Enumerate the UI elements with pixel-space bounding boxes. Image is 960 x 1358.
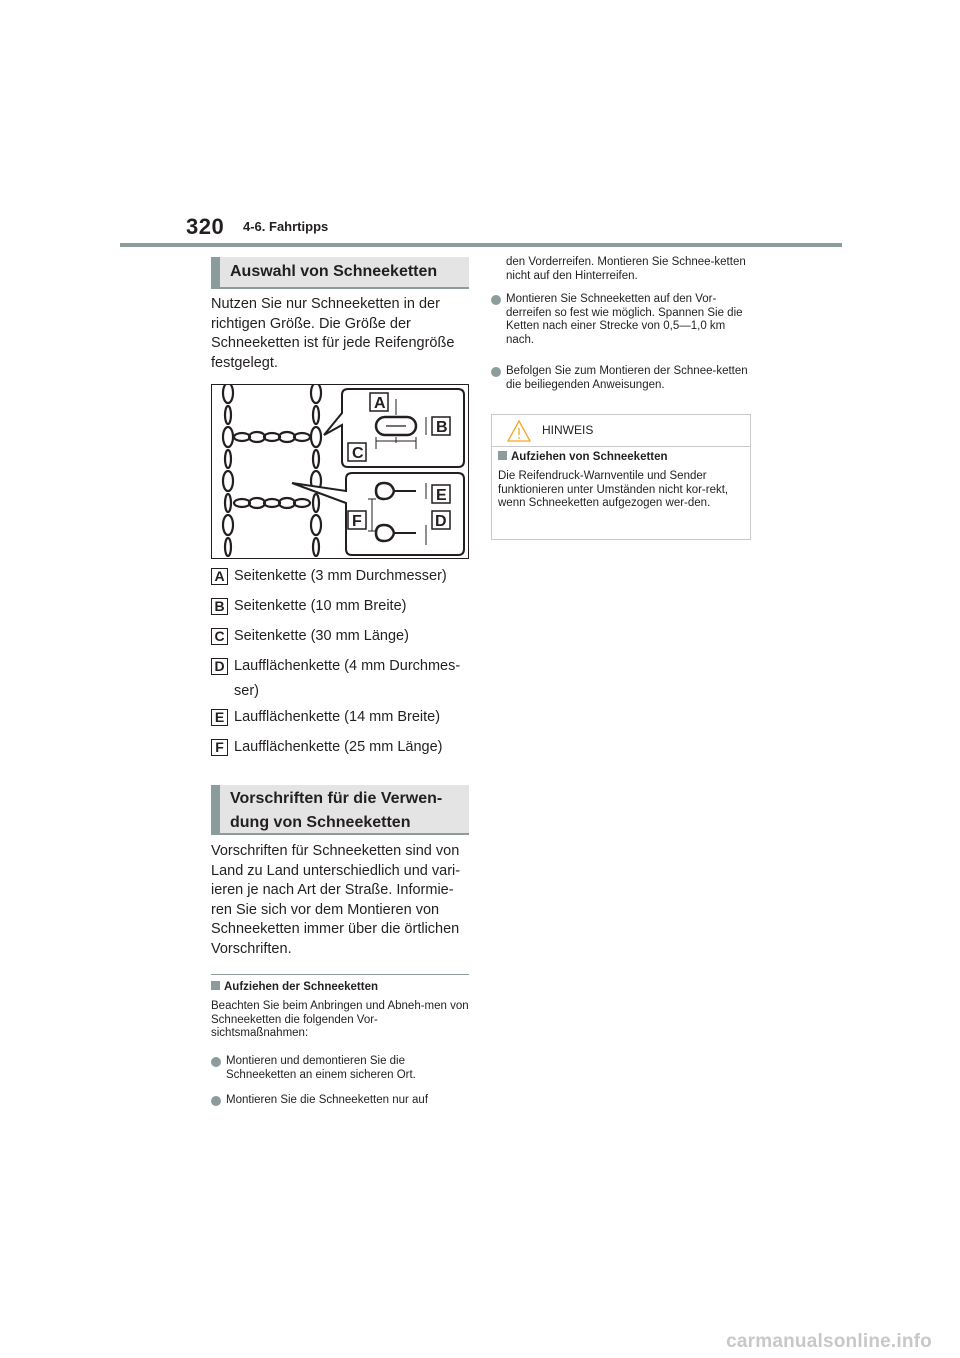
- bullet-text: Montieren und demontieren Sie die Schneeketten an einem sicheren Ort.: [226, 1055, 416, 1081]
- legend-text-a: Seitenkette (3 mm Durchmesser): [234, 568, 447, 584]
- bullet-text: Befolgen Sie zum Montieren der Schnee-ketten die beiliegenden Anweisungen.: [506, 365, 748, 391]
- figure-label-b: B: [436, 419, 448, 436]
- legend-item-a: [211, 566, 474, 587]
- legend-item-f: [211, 737, 474, 758]
- snow-chain-figure: [211, 384, 469, 559]
- subsection-heading: [211, 981, 378, 993]
- section2-body: Vorschriften für Schneeketten sind von Land zu Land unterschiedlich und vari-ieren je nach Art der Straße. Informie-ren Sie sich vor dem Montieren von Schneeketten immer über die örtlichen Vorschriften.: [211, 843, 461, 957]
- figure-label-e: E: [436, 487, 447, 504]
- legend-item-e: [211, 707, 474, 728]
- section1-intro: Nutzen Sie nur Schneeketten in der richtigen Größe. Die Größe der Schneeketten ist für jede Reifengröße festgelegt.: [211, 296, 455, 371]
- list-item: [491, 293, 753, 347]
- bullet-dot-icon: [491, 367, 501, 377]
- section-heading-snow-chain-selection: Auswahl von Schneeketten: [211, 257, 469, 289]
- bullet-dot-icon: [211, 1057, 221, 1067]
- warning-triangle-icon: [506, 419, 532, 443]
- legend-badge-d: D: [211, 658, 228, 675]
- legend-badge-c: C: [211, 628, 228, 645]
- section-heading-snow-chain-rules: Vorschriften für die Verwen-dung von Schneeketten: [211, 785, 469, 835]
- notice-label: HINWEIS: [542, 423, 594, 437]
- figure-label-c: C: [352, 445, 364, 462]
- bullet-dot-icon: [211, 1096, 221, 1106]
- notice-box: [491, 414, 751, 540]
- notice-body: Die Reifendruck-Warnventile und Sender funktionieren unter Umständen nicht kor-rekt, wenn Schneeketten aufgezogen wer-den.: [498, 470, 729, 509]
- legend-text-b: Seitenkette (10 mm Breite): [234, 598, 407, 614]
- chapter-title: 4-6. Fahrtipps: [243, 219, 329, 234]
- bullet-dot-icon: [491, 295, 501, 305]
- legend-text-c: Seitenkette (30 mm Länge): [234, 628, 409, 644]
- legend-text-f: Laufflächenkette (25 mm Länge): [234, 739, 443, 755]
- legend-item-d: [211, 656, 466, 704]
- legend-item-c: [211, 626, 474, 647]
- notice-title: Aufziehen von Schneeketten: [511, 451, 668, 463]
- bullet-text: Montieren Sie die Schneeketten nur auf: [226, 1094, 429, 1106]
- square-bullet-icon: [211, 981, 220, 990]
- legend-text-d: Laufflächenkette (4 mm Durchmes-ser): [234, 658, 461, 699]
- page-number: 320: [186, 214, 225, 239]
- notice-header: [492, 415, 750, 447]
- subsection-body: Beachten Sie beim Anbringen und Abneh-men von Schneeketten die folgenden Vor-sichtsmaßnahmen:: [211, 1000, 469, 1039]
- bullet-continuation: den Vorderreifen. Montieren Sie Schnee-ketten nicht auf den Hinterreifen.: [506, 256, 746, 282]
- legend-badge-a: A: [211, 568, 228, 585]
- list-item: [211, 1055, 469, 1082]
- list-item: [211, 1094, 469, 1108]
- legend-badge-b: B: [211, 598, 228, 615]
- header-divider: [120, 243, 842, 247]
- square-bullet-icon: [498, 451, 507, 460]
- bullet-text: Montieren Sie Schneeketten auf den Vor-derreifen so fest wie möglich. Spannen Sie die Ketten nach einer Strecke von 0,5—1,0 km nach.: [506, 293, 743, 346]
- subsection-title: Aufziehen der Schneeketten: [224, 981, 379, 993]
- legend-item-b: [211, 596, 474, 617]
- notice-subheading: [498, 451, 668, 463]
- figure-label-a: A: [374, 395, 386, 412]
- legend-badge-e: E: [211, 709, 228, 726]
- subsection-divider: [211, 974, 469, 975]
- legend-badge-f: F: [211, 739, 228, 756]
- watermark-text: carmanualsonline.info: [726, 1331, 932, 1352]
- legend-text-e: Laufflächenkette (14 mm Breite): [234, 709, 441, 725]
- figure-label-d: D: [435, 513, 447, 530]
- list-item: [491, 365, 753, 392]
- snow-chain-diagram: [212, 385, 467, 557]
- figure-label-f: F: [352, 513, 362, 530]
